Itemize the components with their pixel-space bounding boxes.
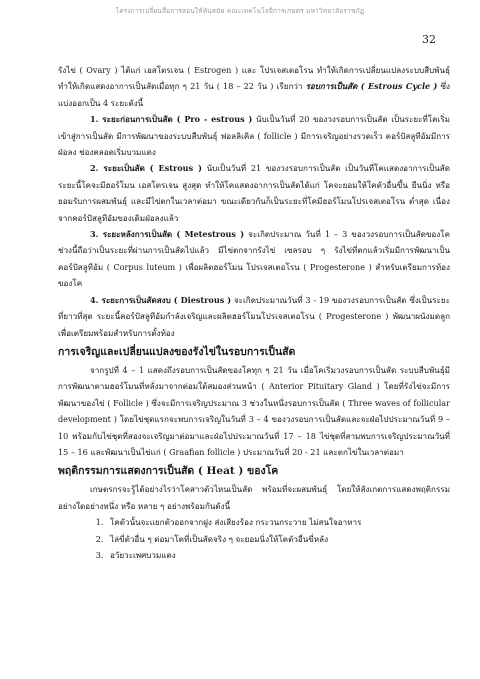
section-title-ovary-development: การเจริญและเปลี่ยนแปลงของรังไข่ในรอบการเป็นสัด (58, 345, 296, 358)
estrous-cycle-term: รอบการเป็นสัด ( Estrous Cycle ) (305, 81, 438, 92)
phase-metestrous (58, 226, 450, 292)
phase-body: นับเป็นวันที่ 20 ของวงรอบการเป็นสัด เป็นระยะที่โคเริ่มเข้าสู่การเป็นสัด มีการพัฒนาของระบบสืบพันธุ์ ฟอลลิเคิล ( follicle ) มีการเจริญอย่างรวดเร็ว คอร์ปัสลูทีอัมมีการฝ่อลง ช่องคลอดเริ่มบวมแดง (58, 114, 450, 158)
page-header: โครงการเปลี่ยนสื่อการสอนให้ทันสมัย คณะเทคโนโลยีการเกษตร มหาวิทยาลัยราชภัฏ (115, 7, 365, 15)
intro-tail: ซึ่งแบ่งออกเป็น 4 ระยะดังนี้ (58, 81, 450, 108)
phase-body: จะเกิดประมาณวันที่ 3 - 19 ของวงรอบการเป็นสัด ซึ่งเป็นระยะที่ยาวที่สุด ระยะนี้คอร์ปัสลูทีอัมกำลังเจริญและผลิตฮอร์โมนโปรเจสเตอโรน ( Progesterone ) พัฒนาผนังมดลูกเพื่อเตรียมพร้อมสำหรับการตั้งท้อง (58, 294, 450, 338)
document-body (58, 62, 450, 563)
intro-paragraph (58, 62, 450, 111)
phase-estrous (58, 160, 450, 226)
list-item: 2. ไล่ขี่ตัวอื่น ๆ ต่อมาโคที่เป็นสัดจริง ๆ จะยอมนิ่งให้โคตัวอื่นขี่หลัง (106, 531, 450, 547)
heat-signs-list (58, 514, 450, 563)
section-title-heat-behavior: พฤติกรรมการแสดงการเป็นสัด ( Heat ) ของโค (58, 465, 279, 478)
ovary-development-paragraph: จากรูปที่ 4 – 1 แสดงถึงรอบการเป็นสัดของโคทุก ๆ 21 วัน เมื่อโคเริ่มวงรอบการเป็นสัด ระบบสืบพันธุ์มีการพัฒนาตามฮอร์โมนที่หลั่งมาจากต่อมใต้สมองส่วนหน้า ( Anterior Pituitary Gland ) โดยที่รังไข่จะมีการพัฒนาของไข่ ( Follicle ) ซึ่งจะมีการเจริญประมาณ 3 ช่วงในหนึ่งรอบการเป็นสัด ( Three waves of follicular development ) โดยไข่ชุดแรกจะพบการเจริญในวันที่ 3 – 4 ของวงรอบการเป็นสัดและจะฝ่อไปประมาณวันที่ 9 – 10 พร้อมกับไข่ชุดที่สองจะเจริญมาต่อมาและฝ่อไปประมาณวันที่ 17 – 18 ไข่ชุดที่สามพบการเจริญประมาณวันที่ 15 – 16 และพัฒนาเป็นไข่แก่ ( Graafian follicle ) ประมาณวันที่ 20 - 21 และตกไข่ในเวลาต่อมา (58, 364, 450, 457)
list-item: 3. อวัยวะเพศบวมแดง (106, 547, 450, 563)
intro-text: รังไข่ ( Ovary ) ได้แก่ เอสโตรเจน ( Estrogen ) และ โปรเจสเตอโรน ทำให้เกิดการเปลี่ยนแปลงระบบสืบพันธุ์ ทำให้เกิดแสดงอาการเป็นสัดเมื่อทุก ๆ 21 วัน ( 18 – 22 วัน ) เรียกว่า (58, 65, 450, 92)
page-number: 32 (422, 33, 436, 46)
phase-proestrous (58, 111, 450, 160)
phase-body: นับเป็นวันที่ 21 ของวงรอบการเป็นสัด เป็นวันที่โคแสดงอาการเป็นสัด ระยะนี้โคจะมีฮอร์โมน เอสโตรเจน สูงสุด ทำให้โคแสดงอาการเป็นสัดได้แก่ โคจะยอมให้โคตัวอื่นขึ้น ยืนนิ่ง หรือ ยอมรับการผสมพันธุ์ และมีไข่ตกในเวลาต่อมา ขณะเดียวกันก็เป็นระยะที่โคมีฮอร์โมนโปรเจสเตอโรน ต่ำสุด เนื่องจากคอร์ปัสลูทีอัมของเดิมฝ่อลงแล้ว (58, 163, 450, 223)
phase-heading: 1. ระยะก่อนการเป็นสัด ( Pro - estrous ) (90, 114, 253, 125)
heat-behavior-paragraph: เกษตรกรจะรู้ได้อย่างไรว่าโคสาวตัวไหนเป็นสัด พร้อมที่จะผสมพันธุ์ โดยให้สังเกตการแสดงพฤติกรรมอย่างใดอย่างหนึ่ง หรือ หลาย ๆ อย่างพร้อมกันดังนี้ (58, 484, 450, 511)
phase-heading: 2. ระยะเป็นสัด ( Estrous ) (90, 163, 202, 174)
list-item: 1. โคตัวนั้นจะแยกตัวออกจากฝูง ส่งเสียงร้อง กระวนกระวาย ไม่สนใจอาหาร (106, 514, 450, 530)
phase-body: จะเกิดประมาณ วันที่ 1 – 3 ของวงรอบการเป็นสัดของโค ช่วงนี้ถือว่าเป็นระยะที่ผ่านการเป็นสัดไปแล้ว มีไข่ตกจากรังไข่ เซลรอบ ๆ รังไข่ที่ตกแล้วเริ่มมีการพัฒนาเป็นคอร์ปัสลูทีอัม ( Corpus luteum ) เพื่อผลิตฮอร์โมน โปรเจสเตอโรน ( Progesterone ) สำหรับเตรียมการท้องของโค (58, 229, 451, 289)
phase-heading: 4. ระยะการเป็นสัดสงบ ( Diestrous ) (90, 294, 232, 305)
phase-heading: 3. ระยะหลังการเป็นสัด ( Metestrous ) (90, 229, 245, 240)
phase-diestrous (58, 292, 450, 341)
